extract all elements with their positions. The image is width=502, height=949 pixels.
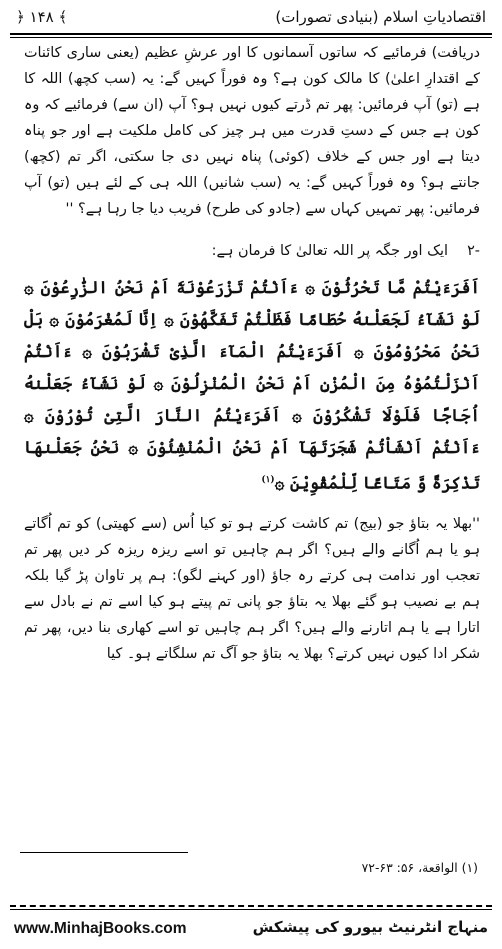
item-intro: ایک اور جگہ پر اللہ تعالیٰ کا فرمان ہے: (211, 243, 448, 259)
numbered-item (24, 238, 480, 264)
footer-divider (10, 905, 492, 907)
paragraph-continuation: دریافت) فرمائیے کہ ساتوں آسمانوں کا اور عرشِ عظیم (یعنی ساری کائنات کے اقتدارِ اعلیٰ) کا مالک کون ہے؟ وہ فوراً کہیں گے: یہ (سب کچھ) اللہ کا ہے (تو) آپ فرمائیں: پھر تم ڈرتے کیوں نہیں ہو؟ آپ (ان سے) فرمائیے کہ وہ کون ہے جس کے دستِ قدرت میں ہر چیز کی کامل ملکیت ہے اور جو پناہ دیتا ہے اور جس کے خلاف (کوئی) پناہ نہیں دی جا سکتی، اگر تم (کچھ) جانتے ہو؟ وہ فوراً کہیں گے: یہ (سب شانیں) اللہ ہی کے لئے ہیں (تو) آپ فرمائیں: پھر تمہیں کہاں سے (جادو کی طرح) فریب دیا جا رہا ہے؟ '' (24, 45, 480, 217)
footnote: (۱) الواقعة، ۵۶: ۶۳-۷۲ (361, 860, 478, 875)
header-divider (10, 33, 492, 38)
running-title: اقتصادیاتِ اسلام (بنیادی تصورات) (275, 8, 486, 26)
website-link[interactable]: www.MinhajBooks.com (14, 920, 187, 937)
page-body (24, 40, 480, 682)
footnote-marker: (۱) (261, 475, 275, 485)
page-header (10, 4, 492, 30)
arabic-text: اَفَرَءَيْتُمْ مَّا تَحْرُثُوْنَ ۞ ءَاَنْتُمْ تَزْرَعُوْنَهٗٓ اَمْ نَحْنُ الزّٰرِعُوْنَ ۞ لَوْ نَشَآءُ لَجَعَلْنٰهُ حُطَامًا فَظَلْتُمْ تَفَكَّهُوْنَ ۞ اِنَّا لَمُغْرَمُوْنَ ۞ بَلْ نَحْنُ مَحْرُوْمُوْنَ ۞ اَفَرَءَيْتُمُ الْمَآءَ الَّذِیْ تَشْرَبُوْنَ ۞ ءَاَنْتُمْ اَنْزَلْتُمُوْهُ مِنَ الْمُزْنِ اَمْ نَحْنُ الْمُنْزِلُوْنَ ۞ لَوْ نَشَآءُ جَعَلْنٰهُ اُجَاجًا فَلَوْلَا تَشْكُرُوْنَ ۞ اَفَرَءَيْتُمُ النَّارَ الَّتِیْ تُوْرُوْنَ ۞ ءَاَنْتُمْ اَنْشَاْتُمْ شَجَرَتَهَآ اَمْ نَحْنُ الْمُنْشِئُوْنَ ۞ نَحْنُ جَعَلْنٰهَا تَذْكِرَةً وَّ مَتَاعًا لِّلْمُقْوِیْنَ ۞ (24, 278, 480, 493)
translation-paragraph: ''بھلا یہ بتاؤ جو (بیج) تم کاشت کرتے ہو تو کیا اُس (سے کھیتی) کو تم اُگاتے ہو یا ہم اُگانے والے ہیں؟ اگر ہم چاہیں تو اسے ریزہ ریزہ کر دیں پھر تم تعجب اور ندامت ہی کرتے رہ جاؤ (اور کہنے لگو): ہم پر تاوان پڑ گیا بلکہ ہم بے نصیب ہو گئے بھلا یہ بتاؤ جو پانی تم پیتے ہو کیا اسے تم نے بادل سے اتارا ہے یا ہم اتارنے والے ہیں؟ اگر ہم چاہیں تو اسے کھاری بنا دیں، پھر تم شکر ادا کیوں نہیں کرتے؟ بھلا یہ بتاؤ جو آگ تم سلگاتے ہو۔ کیا (24, 516, 480, 663)
page-number: ﴿ ۱۴۸ ﴾ (16, 8, 68, 26)
footer-divider-thin (10, 909, 492, 910)
item-number: -۲ (467, 243, 480, 259)
footnote-divider (20, 852, 188, 853)
publisher-credit: منہاج انٹرنیٹ بیورو کی پیشکش (252, 918, 488, 936)
quran-verses (24, 272, 480, 499)
